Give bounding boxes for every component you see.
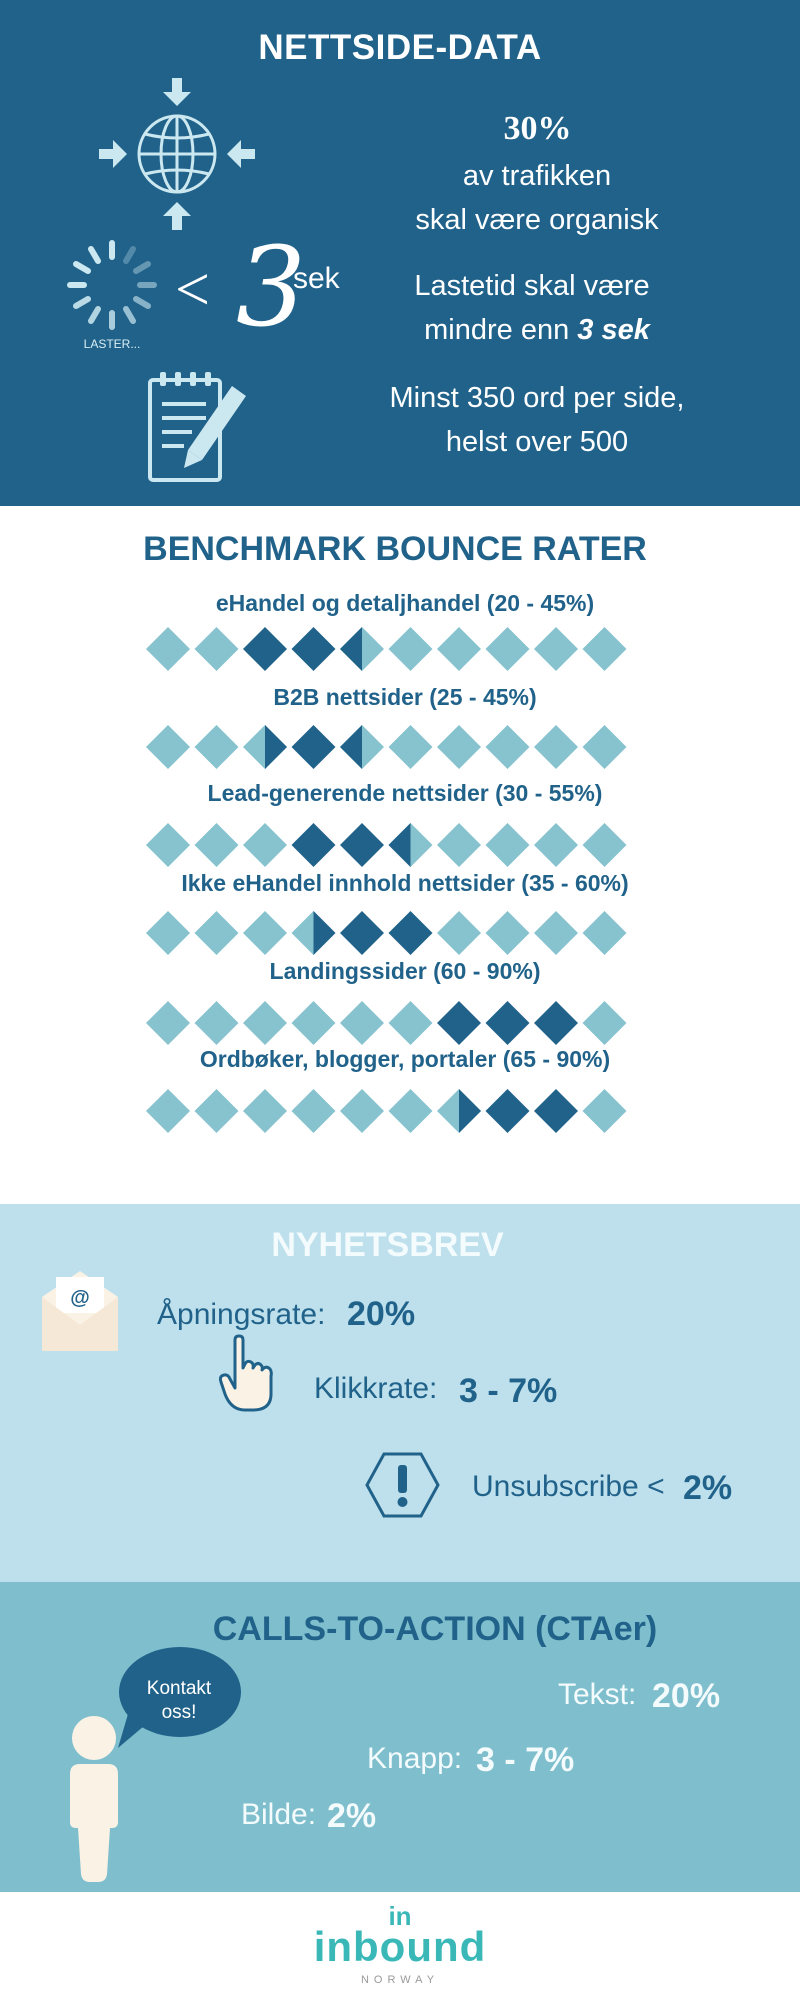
logo-text: inbound <box>313 1923 487 1970</box>
bounce-diamond <box>534 627 578 671</box>
envelope-icon <box>40 1259 120 1355</box>
bounce-diamond <box>486 823 530 867</box>
newsletter-section <box>0 1204 800 1582</box>
bounce-diamond <box>437 1089 481 1133</box>
image-cta-label: Bilde: <box>241 1798 317 1831</box>
newsletter-title: NYHETSBREV <box>271 1226 504 1264</box>
notepad-graphic <box>140 368 260 486</box>
bounce-diamond <box>340 1001 384 1045</box>
bounce-diamond <box>486 1089 530 1133</box>
bounce-diamond <box>243 823 287 867</box>
bounce-diamond <box>292 1001 336 1045</box>
button-cta-label: Knapp: <box>367 1742 463 1775</box>
bounce-diamond <box>389 823 433 867</box>
diamond-row <box>0 998 800 1048</box>
bounce-diamond <box>534 823 578 867</box>
bounce-diamond <box>146 725 190 769</box>
bounce-diamond <box>146 911 190 955</box>
bounce-diamond <box>146 1001 190 1045</box>
bounce-diamond <box>146 627 190 671</box>
bounce-diamond <box>340 627 384 671</box>
load-time-line-2 <box>337 314 737 347</box>
bounce-diamond <box>340 725 384 769</box>
bounce-diamond <box>243 1089 287 1133</box>
bubble-text <box>120 1677 238 1725</box>
person-icon <box>60 1714 130 1884</box>
unsubscribe-label: Unsubscribe < <box>472 1470 665 1503</box>
category-label: Landingssider (60 - 90%) <box>269 958 541 984</box>
click-rate-label: Klikkrate: <box>314 1372 438 1405</box>
load-time-line-1: Lastetid skal være <box>414 270 650 302</box>
bounce-diamond <box>389 725 433 769</box>
benchmark-section <box>0 506 800 1204</box>
nettside-data-section <box>0 0 800 506</box>
bounce-diamond <box>340 1089 384 1133</box>
three-number: 3 <box>236 223 306 351</box>
bounce-diamond <box>195 823 239 867</box>
bounce-diamond <box>486 627 530 671</box>
diamond-row <box>0 908 800 958</box>
category-label: Ikke eHandel innhold nettsider (35 - 60%) <box>181 870 629 896</box>
bounce-diamond <box>243 911 287 955</box>
load-time-prefix: mindre enn <box>424 314 578 346</box>
section-title: NETTSIDE-DATA <box>258 28 542 67</box>
inbound-logo <box>300 1904 500 1994</box>
person-graphic <box>60 1714 130 1884</box>
bounce-diamond <box>195 1089 239 1133</box>
category-label: Ordbøker, blogger, portaler (65 - 90%) <box>199 1046 611 1072</box>
seconds-label: sek <box>293 262 340 295</box>
bounce-diamond <box>243 1001 287 1045</box>
cta-section <box>0 1582 800 1892</box>
benchmark-title: BENCHMARK BOUNCE RATER <box>143 530 647 568</box>
at-symbol: @ <box>70 1287 90 1309</box>
organic-line-1: av trafikken <box>462 160 612 192</box>
bounce-diamond <box>340 911 384 955</box>
bounce-diamond <box>389 1089 433 1133</box>
bounce-diamond <box>195 911 239 955</box>
bounce-diamond <box>292 725 336 769</box>
bounce-diamond <box>486 911 530 955</box>
bounce-diamond <box>389 911 433 955</box>
bounce-diamond <box>583 627 627 671</box>
button-cta-value: 3 - 7% <box>476 1741 575 1779</box>
load-time-bold: 3 sek <box>577 314 650 346</box>
bounce-diamond <box>583 1089 627 1133</box>
diamond-row <box>0 1086 800 1136</box>
diamond-row <box>0 722 800 772</box>
hand-graphic <box>217 1334 282 1414</box>
bounce-diamond <box>583 823 627 867</box>
bounce-diamond <box>243 627 287 671</box>
bounce-diamond <box>195 1001 239 1045</box>
open-rate-label: Åpningsrate: <box>157 1298 326 1331</box>
open-rate-value: 20% <box>347 1295 416 1333</box>
organic-percentage: 30% <box>503 110 572 147</box>
bounce-diamond <box>534 1089 578 1133</box>
bounce-diamond <box>389 1001 433 1045</box>
words-line-2: helst over 500 <box>445 426 629 458</box>
envelope-graphic <box>40 1259 120 1355</box>
pointer-hand-icon <box>217 1334 282 1414</box>
bounce-diamond <box>243 725 287 769</box>
bounce-diamond <box>437 823 481 867</box>
words-line-1: Minst 350 ord per side, <box>389 382 685 414</box>
footer-section <box>0 1892 800 2000</box>
loading-label: LASTER... <box>83 337 141 351</box>
text-cta-label: Tekst: <box>558 1678 637 1711</box>
bubble-line-1: Kontakt <box>146 1678 212 1699</box>
click-rate-value: 3 - 7% <box>459 1372 558 1410</box>
bounce-diamond <box>486 1001 530 1045</box>
category-label: eHandel og detaljhandel (20 - 45%) <box>215 590 595 616</box>
bounce-diamond <box>292 823 336 867</box>
less-than-symbol: < <box>175 256 210 324</box>
loading-graphic <box>62 235 162 350</box>
bounce-diamond <box>437 1001 481 1045</box>
logo-subtitle: NORWAY <box>360 1974 440 1986</box>
globe-icon <box>95 72 260 237</box>
organic-line-2: skal være organisk <box>415 204 659 236</box>
category-label: B2B nettsider (25 - 45%) <box>273 684 537 710</box>
bounce-diamond <box>146 1089 190 1133</box>
diamond-row <box>0 820 800 870</box>
bounce-diamond <box>437 627 481 671</box>
bounce-diamond <box>583 725 627 769</box>
notepad-pencil-icon <box>140 368 260 486</box>
bounce-diamond <box>583 1001 627 1045</box>
cta-title: CALLS-TO-ACTION (CTAer) <box>212 1610 658 1648</box>
bounce-diamond <box>534 1001 578 1045</box>
globe-arrows-graphic <box>95 72 260 237</box>
logo-top-text: in <box>388 1904 412 1928</box>
bounce-diamond <box>292 627 336 671</box>
warning-graphic <box>365 1450 440 1520</box>
bounce-diamond <box>437 911 481 955</box>
bounce-diamond <box>534 725 578 769</box>
diamond-row <box>0 624 800 674</box>
bounce-diamond <box>340 823 384 867</box>
bounce-diamond <box>437 725 481 769</box>
unsubscribe-value: 2% <box>683 1469 733 1507</box>
bubble-line-2: oss! <box>161 1701 197 1723</box>
bounce-diamond <box>292 911 336 955</box>
bounce-diamond <box>292 1089 336 1133</box>
bounce-diamond <box>195 627 239 671</box>
image-cta-value: 2% <box>327 1797 377 1835</box>
bounce-diamond <box>583 911 627 955</box>
bounce-diamond <box>389 627 433 671</box>
bounce-diamond <box>146 823 190 867</box>
bounce-diamond <box>534 911 578 955</box>
category-label: Lead-generende nettsider (30 - 55%) <box>207 780 603 806</box>
loading-spinner-icon <box>62 235 162 335</box>
warning-hexagon-icon <box>365 1450 440 1520</box>
bounce-diamond <box>486 725 530 769</box>
bounce-diamond <box>195 725 239 769</box>
text-cta-value: 20% <box>652 1677 721 1715</box>
